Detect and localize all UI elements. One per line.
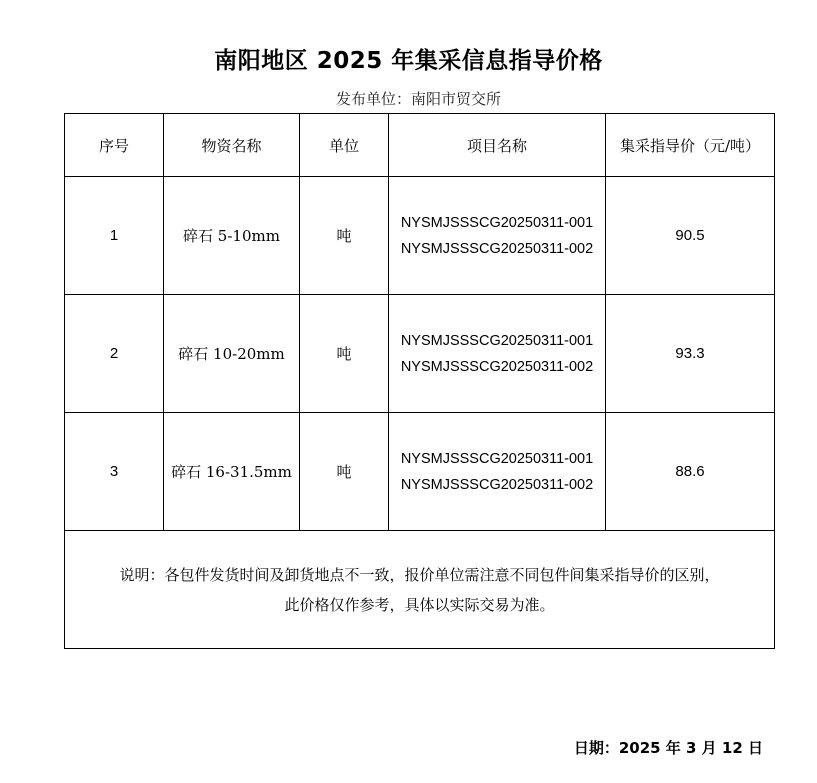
project-code: NYSMJSSSCG20250311-002: [400, 476, 594, 493]
project-code: NYSMJSSSCG20250311-001: [400, 332, 594, 349]
header-price: 集采指导价（元/吨）: [606, 114, 775, 177]
table-header-row: [65, 114, 775, 177]
note-line-1: 说明：各包件发货时间及卸货地点不一致，报价单位需注意不同包件间集采指导价的区别，: [119, 565, 720, 584]
row-material: 碎石 16-31.5mm: [164, 413, 300, 531]
row-price: 90.5: [606, 177, 775, 295]
table-row: [65, 413, 775, 531]
row-projects: [389, 413, 606, 531]
row-price: 88.6: [606, 413, 775, 531]
row-no: 2: [65, 295, 164, 413]
note-cell: [65, 531, 775, 649]
row-price: 93.3: [606, 295, 775, 413]
row-unit: 吨: [300, 295, 389, 413]
row-unit: 吨: [300, 177, 389, 295]
note-row: [65, 531, 775, 649]
document-title: 南阳地区 2025 年集采信息指导价格: [214, 48, 603, 74]
project-code: NYSMJSSSCG20250311-001: [400, 450, 594, 467]
row-unit: 吨: [300, 413, 389, 531]
table-row: [65, 177, 775, 295]
row-no: 1: [65, 177, 164, 295]
price-table: [64, 113, 775, 649]
row-no: 3: [65, 413, 164, 531]
project-code: NYSMJSSSCG20250311-002: [400, 240, 594, 257]
row-material: 碎石 10-20mm: [164, 295, 300, 413]
issue-date: 日期：2025 年 3 月 12 日: [573, 739, 763, 757]
header-project: 项目名称: [389, 114, 606, 177]
row-projects: [389, 295, 606, 413]
row-material: 碎石 5-10mm: [164, 177, 300, 295]
header-material: 物资名称: [164, 114, 300, 177]
header-no: 序号: [65, 114, 164, 177]
issuer-line: 发布单位：南阳市贸交所: [335, 90, 501, 108]
project-code: NYSMJSSSCG20250311-002: [400, 358, 594, 375]
project-code: NYSMJSSSCG20250311-001: [400, 214, 594, 231]
table-row: [65, 295, 775, 413]
note-line-2: 此价格仅作参考，具体以实际交易为准。: [284, 595, 555, 614]
header-unit: 单位: [300, 114, 389, 177]
row-projects: [389, 177, 606, 295]
